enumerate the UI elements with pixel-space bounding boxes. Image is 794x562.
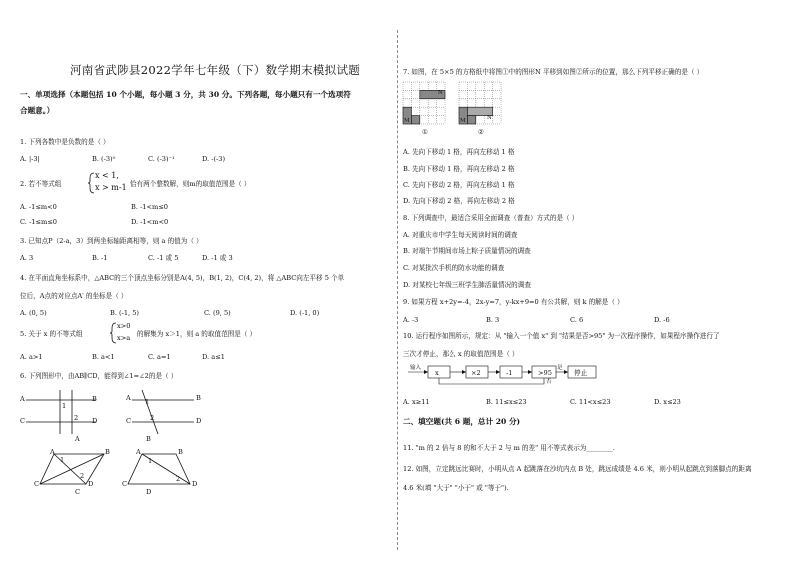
q6-c-label-c: C: [34, 480, 40, 488]
q6-d-label-c: C: [122, 480, 128, 488]
q10-stem: 10. 运行程序如图所示，规定：从 "输入一个值 x" 到 "结果是否>95" 为一次程序操作，如果程序操作进行了: [403, 332, 720, 340]
q9-option-a: A. -3: [403, 316, 419, 324]
q6-stem: 6. 下列图形中，由AB∥CD，能得到∠1=∠2的是（ ）: [20, 372, 178, 380]
q4-option-a: A. (0, 5): [20, 309, 47, 317]
q6-d-angle-2: 2: [176, 475, 181, 483]
q10-stem-cont: 三次才停止，那么 x 的取值范围是（ ）: [403, 350, 519, 358]
q7-grid1-m: M: [404, 118, 410, 124]
q3-option-a: A. 3: [20, 254, 34, 262]
q4-option-d: D. (-1, 0): [290, 309, 320, 317]
q1-option-c: C. (-3)⁻¹: [148, 155, 175, 163]
q5-option-c: C. a=1: [148, 353, 171, 361]
q7-option-c: C. 先向下移动 2 格，再向左移动 1 格: [403, 181, 515, 189]
q2-option-c: C. -1≤m≤0: [20, 218, 57, 226]
q1-option-d: D. -(-3): [202, 155, 226, 163]
q7-option-a: A. 先向下移动 1 格，再向左移动 1 格: [403, 148, 515, 156]
q7-option-d: D. 先向下移动 2 格，再向左移动 2 格: [403, 197, 515, 205]
q6-a-label-d: D: [92, 417, 98, 425]
column-divider: [397, 30, 398, 550]
q5-sys2: x>a: [117, 334, 131, 342]
q12-stem: 12. 如图，立定跳远比赛时，小明从点 A 起跳落在沙坑内点 B 处，跳远成绩是 4.6 米，则小明从起跳点到落脚点的距离: [403, 465, 752, 473]
q6-c-angle-1: 1: [60, 456, 65, 464]
q6-figure-d-label: D: [146, 488, 152, 496]
q10-flow-input: 输入: [410, 365, 422, 371]
q7-grid2-label: ②: [478, 128, 484, 136]
q4-option-b: B. (-1, 5): [110, 309, 139, 317]
q10-flow-sub: -1: [506, 369, 513, 377]
q6-b-angle-2: 2: [150, 414, 155, 422]
q5-option-d: D. a≤1: [202, 353, 225, 361]
page-title: 河南省武陟县2022学年七年级（下）数学期末模拟试题: [70, 63, 361, 77]
q1-option-a: A. |-3|: [20, 155, 40, 163]
q3-option-d: D. -1 或 3: [202, 254, 233, 262]
q6-c-angle-2: 2: [80, 472, 85, 480]
q3-stem: 3. 已知点P（2-a，3）到两坐标轴距离相等，则 a 的值为（ ）: [20, 237, 203, 245]
q6-b-label-a: A: [126, 394, 131, 402]
q10-option-d: D. x≤23: [654, 398, 681, 406]
q5-prefix: 5. 关于 x 的不等式组: [20, 330, 83, 338]
section1-heading-cont: 合题意。）: [20, 106, 55, 115]
q6-figure-a: [20, 388, 100, 438]
q6-c-label-b: B: [105, 448, 110, 456]
q1-stem: 1. 下列各数中是负数的是（ ）: [20, 138, 110, 146]
q9-stem: 9. 如果方程 x+2y=-4，2x-y=7，y-kx+9=0 有公共解，则 k 的解是（ ）: [403, 298, 624, 306]
q5-option-b: B. a<1: [92, 353, 115, 361]
q3-option-c: C. -1 或 5: [148, 254, 179, 262]
q6-figure-b-label: B: [146, 435, 151, 443]
q8-option-a: A. 对重庆市中学生每天阅读时间的调查: [403, 231, 518, 239]
q5-suffix: 的解集为 x＞1，则 a 的取值范围是（ ）: [137, 330, 257, 338]
q7-stem: 7. 如图，在 5×5 的方格纸中将图①中的图形N 平移到如图②所示的位置，那么下列平移正确的是（ ）: [403, 68, 704, 76]
q6-a-angle-1: 1: [62, 402, 67, 410]
q10-flow-no: 否: [546, 379, 552, 385]
q7-grid1-n: N: [438, 90, 443, 96]
q10-option-c: C. 11<x≤23: [570, 398, 611, 406]
q10-flow-yes: 是: [557, 365, 563, 371]
q2-option-b: B. -1<m≤0: [131, 203, 168, 211]
q5-sys1: x>0: [117, 322, 131, 330]
q6-a-angle-2: 2: [74, 414, 79, 422]
q8-option-d: D. 对某校七年级三班学生肺活量情况的调查: [403, 281, 531, 289]
q10-flow-mul: ×2: [471, 369, 481, 377]
q10-option-b: B. 11≤x≤23: [486, 398, 527, 406]
q6-b-label-c: C: [126, 417, 132, 425]
q5-option-a: A. a>1: [20, 353, 43, 361]
q6-d-label-d: D: [192, 480, 198, 488]
q6-b-angle-1: 1: [145, 398, 150, 406]
q3-option-b: B. -1: [92, 254, 108, 262]
section2-heading: 二、填空题(共 6 题，总计 20 分): [403, 417, 521, 426]
q10-flow-stop: 停止: [574, 369, 588, 377]
q7-grid2-m: M: [460, 118, 466, 124]
q1-option-b: B. (-3)⁰: [92, 155, 116, 163]
q6-a-label-a: A: [20, 395, 25, 403]
q2-sys2: x > m-1: [95, 183, 127, 192]
q9-option-b: B. 3: [486, 316, 500, 324]
q2-option-a: A. -1≤m<0: [20, 203, 57, 211]
q7-grid1-label: ①: [422, 128, 428, 136]
q4-stem-cont: 位后，A点的对应点A′ 的坐标是（ ）: [20, 292, 128, 300]
q6-figure-c: [36, 450, 116, 490]
q6-a-label-b: B: [92, 395, 97, 403]
q6-d-label-b: B: [178, 448, 183, 456]
q6-b-label-d: D: [196, 417, 202, 425]
q6-figure-c-label: C: [75, 488, 81, 496]
q8-option-c: C. 对某批次手机的防水功能的调查: [403, 264, 505, 272]
q2-prefix: 2. 若不等式组: [20, 180, 62, 188]
q7-option-b: B. 先向下移动 1 格，再向左移动 2 格: [403, 165, 515, 173]
q4-stem: 4. 在平面直角坐标系中，△ABC的三个顶点坐标分别是A(4, 5)，B(1, 2)，C(4, 2)，将 △ABC向左平移 5 个单: [20, 274, 345, 282]
q6-c-label-d: D: [88, 480, 94, 488]
q4-option-c: C. (9, 5): [204, 309, 231, 317]
section1-heading: 一、单项选择（本题包括 10 个小题，每小题 3 分，共 30 分。下列各题，每小题只有一个选项符: [20, 90, 351, 99]
q6-figure-a-label: A: [75, 435, 80, 443]
q2-sys1: x < 1,: [95, 171, 119, 180]
q11-stem: 11. "m 的 2 倍与 8 的和不大于 2 与 m 的差" 用不等式表示为________.: [403, 444, 615, 452]
q7-grid2-n: N: [487, 115, 492, 121]
q6-d-angle-1: 1: [148, 457, 153, 465]
q2-option-d: D. -1<m<0: [131, 218, 169, 226]
q12-stem-cont: 4.6 米(填 "大于" "小于" 或 "等于").: [403, 484, 509, 492]
q10-option-a: A. x≥11: [403, 398, 430, 406]
q10-flow-cmp: >95: [538, 369, 552, 377]
q9-option-c: C. 6: [570, 316, 584, 324]
q6-a-label-c: C: [20, 417, 26, 425]
q6-b-label-b: B: [196, 394, 201, 402]
q8-option-b: B. 对端午节期间市场上粽子质量情况的调查: [403, 247, 531, 255]
q6-d-label-a: A: [136, 448, 141, 456]
q2-suffix: 恰有两个整数解，则m的取值范围是（ ）: [130, 180, 251, 188]
q6-c-label-a: A: [50, 448, 55, 456]
q8-stem: 8. 下列调查中，最适合采用全面调查（普查）方式的是（ ）: [403, 214, 579, 222]
q9-option-d: D. -6: [654, 316, 670, 324]
q10-flow-x: x: [435, 369, 439, 377]
